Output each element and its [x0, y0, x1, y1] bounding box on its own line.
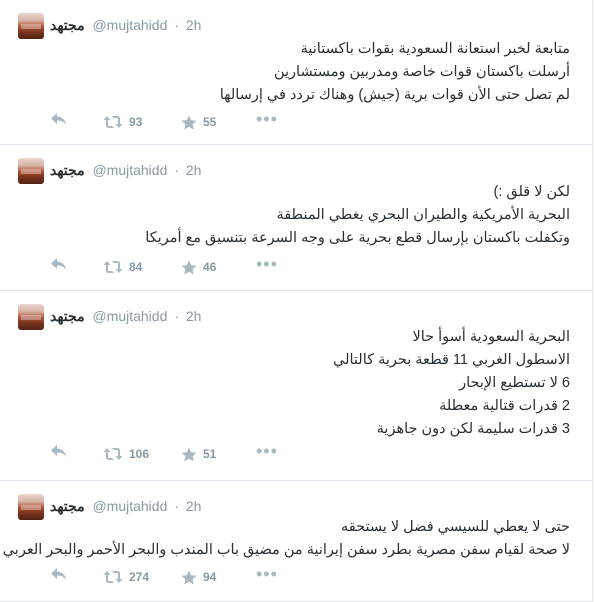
timestamp[interactable]: 2h — [185, 498, 202, 514]
more-dots-icon[interactable]: ••• — [256, 254, 278, 274]
retweet-count: 84 — [129, 260, 143, 274]
tweet-text — [50, 38, 570, 107]
star-icon — [181, 260, 197, 275]
timestamp[interactable]: 2h — [185, 162, 202, 178]
favorite-button[interactable] — [181, 444, 216, 464]
retweet-count: 93 — [129, 115, 143, 129]
avatar[interactable] — [18, 13, 44, 39]
tweet-text-line: لم تصل حتى الأن قوات برية (جيش) وهناك تردد في إرسالها — [219, 87, 570, 103]
retweet-icon — [103, 570, 123, 584]
more-dots-icon[interactable]: ••• — [256, 109, 278, 129]
retweet-icon — [103, 115, 123, 129]
retweet-button[interactable] — [103, 112, 142, 132]
star-icon — [181, 570, 197, 585]
reply-button[interactable] — [50, 444, 67, 458]
fullname[interactable]: مجتهد — [50, 498, 85, 514]
tweet-text-line: لا صحة لقيام سفن مصرية بطرد سفن إيرانية من مضيق باب المندب والبحر الأحمر والبحر العربي — [2, 542, 570, 558]
tweet-text-line: حتى لا يعطي للسيسي فضل لا يستحقه — [341, 519, 570, 535]
tweet-text-line: البحرية السعودية أسوأ حالا — [412, 329, 570, 345]
star-icon — [181, 115, 197, 130]
reply-icon — [50, 112, 67, 126]
separator: · — [174, 308, 179, 324]
tweet-text-line: 2 قدرات قتالية معطلة — [439, 398, 570, 414]
tweet-text-line: البحرية الأمريكية والطيران البحري يغطي المنطقة — [276, 207, 570, 223]
tweet[interactable] — [0, 481, 593, 602]
favorite-count: 46 — [203, 260, 217, 274]
favorite-button[interactable] — [181, 257, 216, 277]
reply-icon — [50, 257, 67, 271]
tweet-text — [50, 326, 570, 441]
retweet-button[interactable] — [103, 567, 149, 587]
reply-icon — [50, 444, 67, 458]
tweet-text-line: 6 لا تستطيع الإبحار — [459, 375, 570, 391]
retweet-icon — [103, 447, 123, 461]
username[interactable]: @mujtahidd — [92, 498, 168, 514]
fullname[interactable]: مجتهد — [50, 162, 85, 178]
tweet-header — [50, 307, 201, 325]
username[interactable]: @mujtahidd — [92, 17, 168, 33]
favorite-count: 94 — [203, 570, 217, 584]
tweet-text — [2, 516, 570, 562]
favorite-button[interactable] — [181, 112, 216, 132]
fullname[interactable]: مجتهد — [50, 308, 85, 324]
favorite-count: 55 — [203, 115, 217, 129]
avatar[interactable] — [18, 494, 44, 520]
retweet-button[interactable] — [103, 444, 149, 464]
tweet-text-line: وتكفلت باكستان بإرسال قطع بحرية على وجه السرعة بتنسيق مع أمريكا — [145, 230, 570, 246]
separator: · — [174, 498, 179, 514]
tweet[interactable] — [0, 291, 593, 481]
reply-icon — [50, 567, 67, 581]
tweet-text-line: متابعة لخبر استعانة السعودية بقوات باكستانية — [300, 41, 570, 57]
separator: · — [174, 17, 179, 33]
fullname[interactable]: مجتهد — [50, 17, 85, 33]
tweet-header — [50, 497, 201, 515]
favorite-count: 51 — [203, 447, 217, 461]
timestamp[interactable]: 2h — [185, 17, 202, 33]
retweet-count: 274 — [129, 570, 150, 584]
reply-button[interactable] — [50, 257, 67, 271]
tweet-text-line: أرسلت باكستان قوات خاصة ومدربين ومستشارين — [273, 64, 570, 80]
star-icon — [181, 447, 197, 462]
retweet-icon — [103, 260, 123, 274]
more-dots-icon[interactable]: ••• — [256, 564, 278, 584]
tweet[interactable] — [0, 145, 593, 291]
tweet-text — [50, 181, 570, 250]
username[interactable]: @mujtahidd — [92, 308, 168, 324]
tweet-text-line: 3 قدرات سليمة لكن دون جاهزية — [376, 421, 570, 437]
retweet-count: 106 — [129, 447, 150, 461]
more-dots-icon[interactable]: ••• — [256, 441, 278, 461]
reply-button[interactable] — [50, 112, 67, 126]
favorite-button[interactable] — [181, 567, 216, 587]
tweet[interactable] — [0, 0, 593, 145]
tweet-header — [50, 161, 201, 179]
tweet-text-line: الاسطول الغربي 11 قطعة بحرية كالتالي — [333, 352, 570, 368]
reply-button[interactable] — [50, 567, 67, 581]
timestamp[interactable]: 2h — [185, 308, 202, 324]
tweet-header — [50, 16, 201, 34]
avatar[interactable] — [18, 158, 44, 184]
username[interactable]: @mujtahidd — [92, 162, 168, 178]
separator: · — [174, 162, 179, 178]
tweet-text-line: لكن لا قلق :) — [493, 184, 570, 200]
retweet-button[interactable] — [103, 257, 142, 277]
avatar[interactable] — [18, 304, 44, 330]
